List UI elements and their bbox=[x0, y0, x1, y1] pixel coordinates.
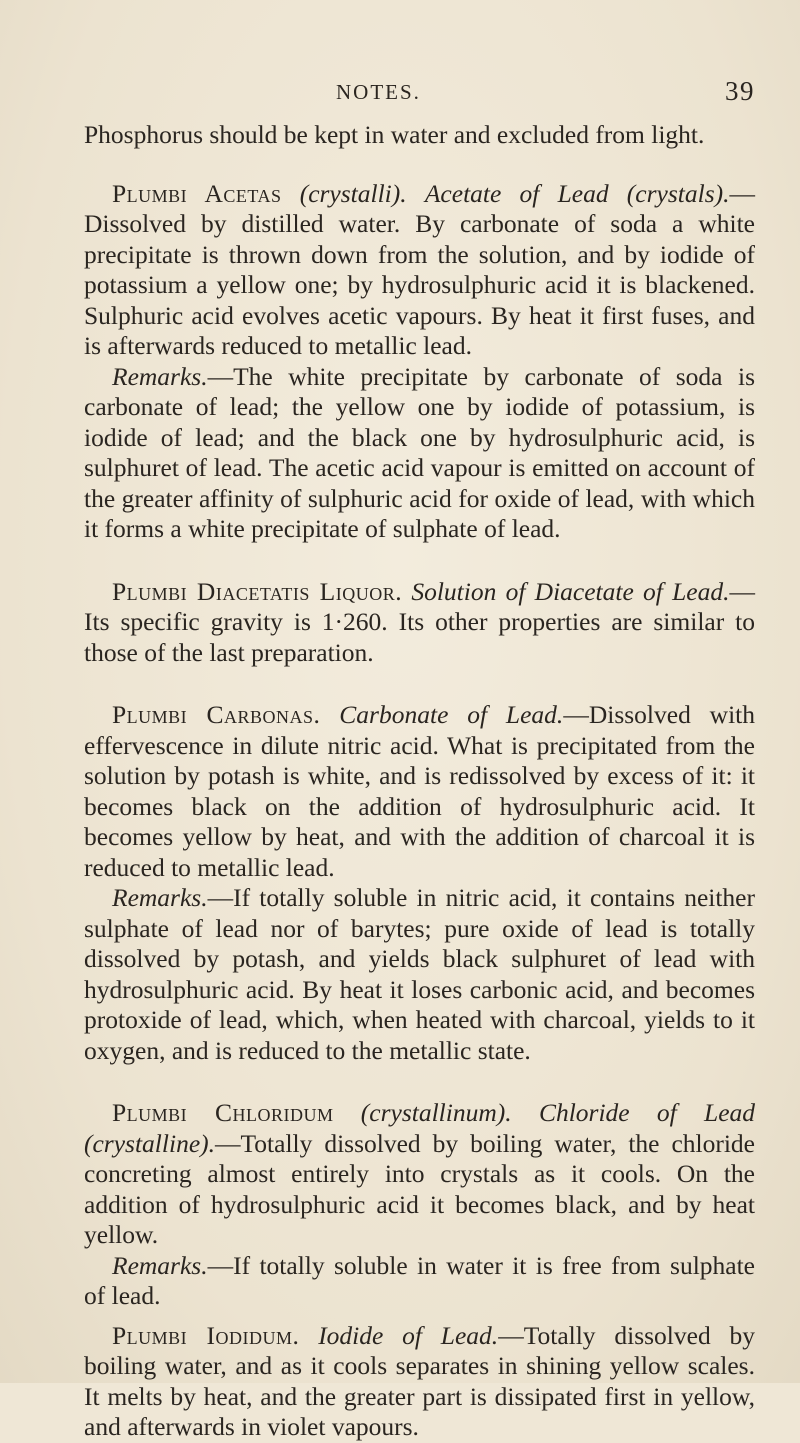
entry-plumbi-carbonas bbox=[84, 700, 755, 883]
remarks-plumbi-carbonas bbox=[84, 883, 755, 1066]
entry-body: —Its specific gravity is 1·260. Its other properties are similar to those of the last preparation. bbox=[84, 576, 755, 667]
entry-english-name: Acetate of Lead (crystals). bbox=[424, 178, 730, 208]
entry-latin-qualifier: (crystallinum). bbox=[360, 1098, 512, 1127]
entry-body: —Dissolved with effervescence in dilute nitric acid. What is precipitated from the solution by potash is white, and is redissolved by excess of it: it becomes black on the addition of hydrosulphuric acid. It becomes yellow by heat, and with the addition of charcoal it is reduced to metallic lead. bbox=[84, 700, 756, 882]
remarks-body: —If totally soluble in water it is free from sulphate of lead. bbox=[84, 1250, 755, 1310]
entry-heading: Plumbi Carbonas. bbox=[112, 700, 321, 729]
entry-english-name: Chloride of Lead (crystalline). bbox=[84, 1098, 756, 1158]
entry-english-name: Iodide of Lead. bbox=[318, 1320, 499, 1350]
page-body bbox=[84, 120, 755, 1443]
running-title: NOTES. bbox=[336, 80, 421, 104]
entry-latin-qualifier: (crystalli). bbox=[299, 178, 407, 208]
page-number: 39 bbox=[725, 76, 755, 106]
entry-heading: Plumbi Chloridum bbox=[112, 1098, 334, 1127]
entry-heading: Plumbi Acetas bbox=[112, 178, 282, 208]
entry-body: —Totally dissolved by boiling water, the chloride concreting almost entirely into crystals as it cools. On the addition of hydrosulphuric acid it becomes black, and by heat yellow. bbox=[84, 1128, 755, 1249]
entry-english-name: Carbonate of Lead. bbox=[339, 700, 564, 729]
entry-plumbi-chloridum bbox=[84, 1098, 755, 1251]
entry-plumbi-diacetatis-liquor bbox=[84, 577, 755, 669]
paragraph-phosphorus bbox=[84, 120, 755, 151]
entry-body: —Dissolved by distilled water. By carbonate of soda a white precipitate is thrown down from the solution, and by iodide of potassium a yellow one; by hydrosulphuric acid it is blackened. Sulphuric acid evolves acetic vapours. By heat it first fuses, and is afterwards reduced to metallic lead. bbox=[84, 178, 755, 360]
remarks-body: —If totally soluble in nitric acid, it contains neither sulphate of lead nor of barytes; pure oxide of lead is totally dissolved by potash, and yields black sulphuret of lead with hydrosulphuric acid. By heat it loses carbonic acid, and becomes protoxide of lead, which, when heated with charcoal, yields to it oxygen, and is reduced to the metallic state. bbox=[84, 883, 755, 1065]
remarks-label: Remarks. bbox=[112, 361, 208, 391]
running-head bbox=[84, 0, 755, 118]
entry-english-name: Solution of Diacetate of Lead. bbox=[411, 576, 730, 606]
entry-body: —Totally dissolved by boiling water, and as it cools separates in shining yellow scales. It melts by heat, and the greater part is dissipated first in yellow, and afterwards in violet vapours. bbox=[84, 1320, 756, 1441]
entry-plumbi-acetas bbox=[84, 179, 755, 362]
paragraph-text: Phosphorus should be kept in water and excluded from light. bbox=[84, 120, 705, 149]
remarks-body: —The white precipitate by carbonate of soda is carbonate of lead; the yellow one by iodide of potassium, is iodide of lead; and the black one by hydrosulphuric acid, is sulphuret of lead. The acetic acid vapour is emitted on account of the greater affinity of sulphuric acid for oxide of lead, with which it forms a white precipitate of sulphate of lead. bbox=[84, 361, 755, 543]
remarks-plumbi-acetas bbox=[84, 362, 755, 545]
entry-heading: Plumbi Diacetatis Liquor. bbox=[112, 576, 403, 606]
remarks-label: Remarks. bbox=[112, 1250, 208, 1280]
remarks-label: Remarks. bbox=[112, 883, 208, 912]
entry-heading: Plumbi Iodidum. bbox=[112, 1320, 300, 1350]
entry-plumbi-iodidum bbox=[84, 1321, 755, 1443]
remarks-plumbi-chloridum bbox=[84, 1251, 755, 1312]
